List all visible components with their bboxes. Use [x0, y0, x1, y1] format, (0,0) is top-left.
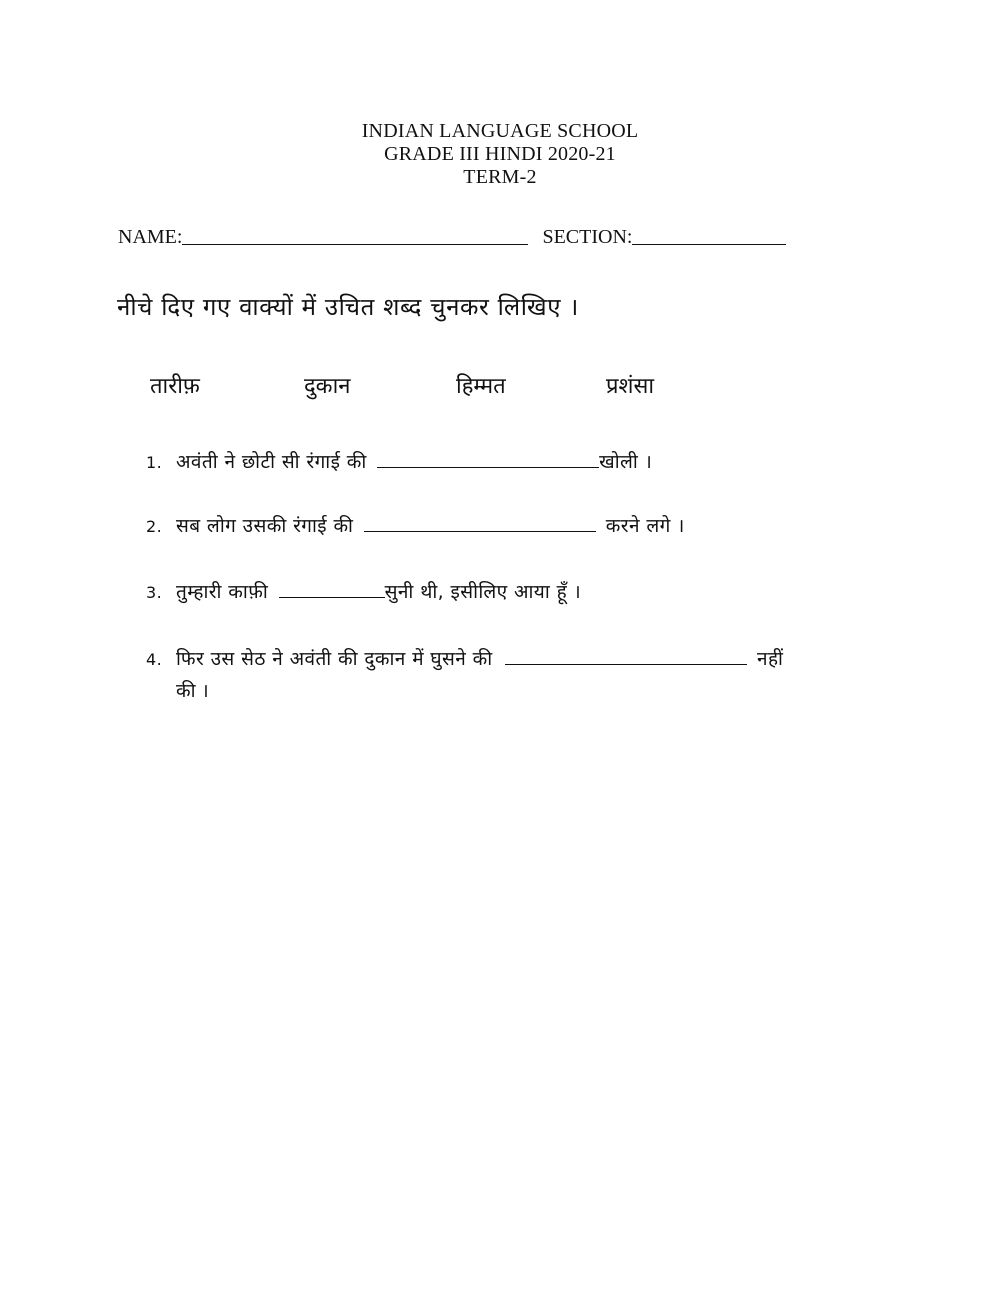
question-text-before: अवंती ने छोटी सी रंगाई की [176, 451, 374, 473]
grade-subject-year: GRADE III HINDI 2020-21 [384, 143, 616, 165]
word-bank-item: हिम्मत [456, 374, 506, 399]
question-number: 4. [146, 650, 163, 669]
section-blank-line[interactable] [632, 228, 786, 245]
question-text-before: फिर उस सेठ ने अवंती की दुकान में घुसने की [176, 648, 500, 670]
school-name: INDIAN LANGUAGE SCHOOL [361, 120, 639, 142]
question-text-after: खोली । [599, 451, 653, 473]
answer-blank[interactable] [377, 453, 599, 468]
answer-blank[interactable] [364, 517, 596, 532]
question-4 [146, 645, 783, 671]
answer-blank[interactable] [279, 583, 385, 598]
name-label: NAME: [118, 226, 183, 248]
word-bank-item: दुकान [304, 374, 351, 399]
word-bank-item: तारीफ़ [150, 374, 200, 399]
name-blank-line[interactable] [182, 228, 528, 245]
question-1 [146, 448, 652, 474]
worksheet-header [0, 120, 1000, 189]
word-bank-item: प्रशंसा [606, 374, 655, 399]
instruction-heading: नीचे दिए गए वाक्यों में उचित शब्द चुनकर लिखिए । [117, 293, 579, 321]
student-info-fields [118, 226, 786, 249]
section-label: SECTION: [542, 226, 633, 248]
question-number: 2. [146, 517, 163, 536]
term-label: TERM-2 [463, 166, 537, 188]
word-bank [0, 370, 1000, 410]
question-number: 3. [146, 583, 163, 602]
question-text-after: सुनी थी, इसीलिए आया हूँ । [384, 581, 582, 603]
question-text-before: सब लोग उसकी रंगाई की [176, 515, 360, 537]
question-text-after: करने लगे । [605, 515, 685, 537]
question-number: 1. [146, 453, 163, 472]
question-3 [146, 578, 581, 604]
question-2 [146, 512, 685, 538]
answer-blank[interactable] [505, 650, 747, 665]
question-text-before: तुम्हारी काफ़ी [176, 581, 275, 603]
question-text-after: नहीं [757, 648, 784, 670]
question-4-continuation: की । [176, 680, 209, 702]
